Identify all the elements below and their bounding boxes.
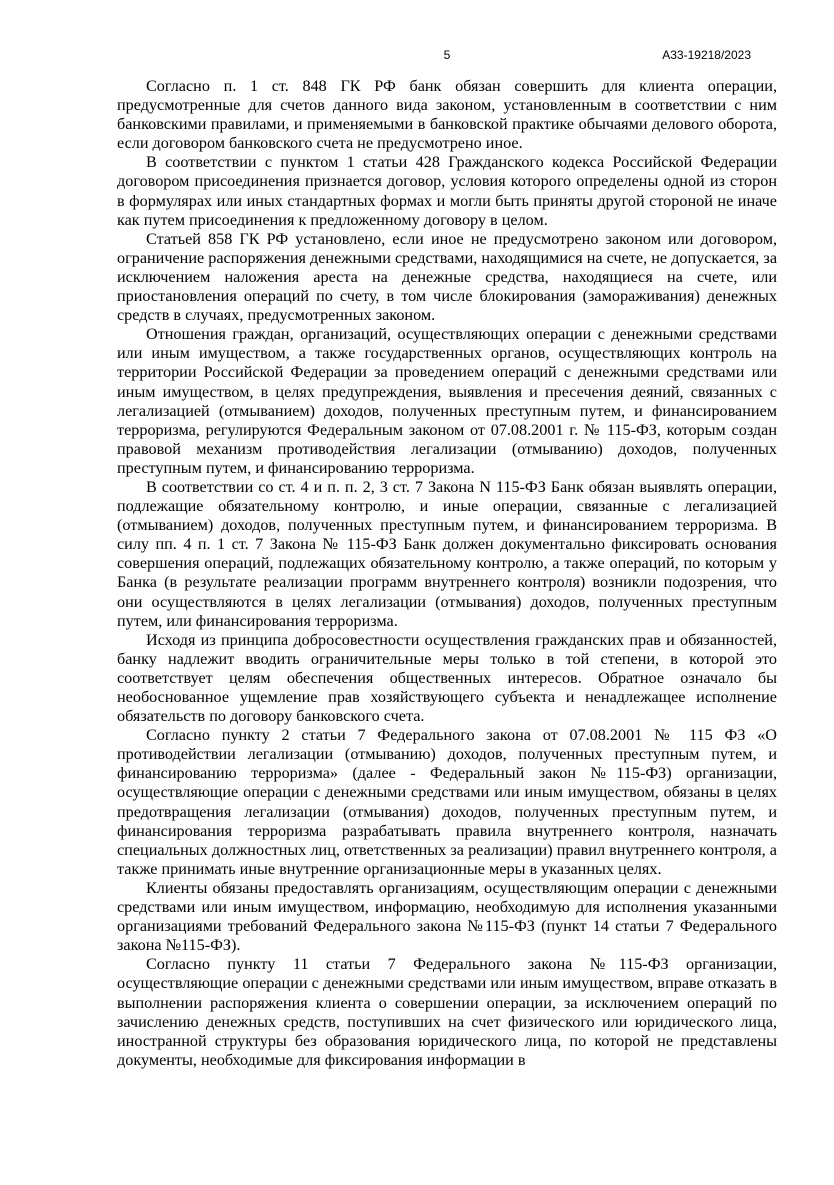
case-number: А33-19218/2023 <box>662 48 751 62</box>
paragraph: Отношения граждан, организаций, осуществляющих операции с денежными средствами или иным имуществом, а также государственных органов, осуществляющих контроль на территории Российской Федерации за проведением операций с денежными средствами или иным имуществом, в целях предупреждения, выявления и пресечения деяний, связанных с легализацией (отмыванием) доходов, полученных преступным путем, и финансированием терроризма, регулируются Федеральным законом от 07.08.2001 г. № 115-ФЗ, которым создан правовой механизм противодействия легализации (отмыванию) доходов, полученных преступным путем, и финансированию терроризма. <box>117 325 777 477</box>
paragraph: Согласно п. 1 ст. 848 ГК РФ банк обязан совершить для клиента операции, предусмотренные для счетов данного вида законом, установленным в соответствии с ним банковскими правилами, и применяемыми в банковской практике обычаями делового оборота, если договором банковского счета не предусмотрено иное. <box>117 77 777 153</box>
paragraph: В соответствии со ст. 4 и п. п. 2, 3 ст. 7 Закона N 115-ФЗ Банк обязан выявлять операции, подлежащие обязательному контролю, и иные операции, связанные с легализацией (отмыванием) доходов, полученных преступным путем, и финансированием терроризма. В силу пп. 4 п. 1 ст. 7 Закона № 115-ФЗ Банк должен документально фиксировать основания совершения операций, подлежащих обязательному контролю, а также операций, по которым у Банка (в результате реализации программ внутреннего контроля) возникли подозрения, что они осуществляются в целях легализации (отмывания) доходов, полученных преступным путем, или финансирования терроризма. <box>117 477 777 630</box>
paragraph: Согласно пункту 2 статьи 7 Федерального закона от 07.08.2001 № 115 ФЗ «О противодействии легализации (отмыванию) доходов, полученных преступным путем, и финансированию терроризма» (далее - Федеральный закон №115-ФЗ) организации, осуществляющие операции с денежными средствами или иным имуществом, обязаны в целях предотвращения легализации (отмывания) доходов, полученных преступным путем, и финансирования терроризма разрабатывать правила внутреннего контроля, назначать специальных должностных лиц, ответственных за реализации) правил внутреннего контроля, а также принимать иные внутренние организационные меры в указанных целях. <box>117 726 777 878</box>
document-body <box>117 77 777 1070</box>
page-number: 5 <box>443 48 451 62</box>
paragraph: Согласно пункту 11 статьи 7 Федерального закона №115-ФЗ организации, осуществляющие операции с денежными средствами или иным имуществом, вправе отказать в выполнении распоряжения клиента о совершении операции, за исключением операций по зачислению денежных средств, поступивших на счет физического или юридического лица, иностранной структуры без образования юридического лица, по которой не представлены документы, необходимые для фиксирования информации в <box>117 955 777 1069</box>
paragraph: Статьей 858 ГК РФ установлено, если иное не предусмотрено законом или договором, ограничение распоряжения денежными средствами, находящимися на счете, не допускается, за исключением наложения ареста на денежные средства, находящиеся на счете, или приостановления операций по счету, в том числе блокирования (замораживания) денежных средств в случаях, предусмотренных законом. <box>117 229 777 325</box>
paragraph: Исходя из принципа добросовестности осуществления гражданских прав и обязанностей, банку надлежит вводить ограничительные меры только в той степени, в которой это соответствует целям обеспечения общественных интересов. Обратное означало бы необоснованное ущемление прав хозяйствующего субъекта и ненадлежащее исполнение обязательств по договору банковского счета. <box>117 630 777 726</box>
paragraph: В соответствии с пунктом 1 статьи 428 Гражданского кодекса Российской Федерации договором присоединения признается договор, условия которого определены одной из сторон в формулярах или иных стандартных формах и могли быть приняты другой стороной не иначе как путем присоединения к предложенному договору в целом. <box>117 153 777 229</box>
paragraph: Клиенты обязаны предоставлять организациям, осуществляющим операции с денежными средствами или иным имуществом, информацию, необходимую для исполнения указанными организациями требований Федерального закона №115-ФЗ (пункт 14 статьи 7 Федерального закона №115-ФЗ). <box>117 878 777 955</box>
